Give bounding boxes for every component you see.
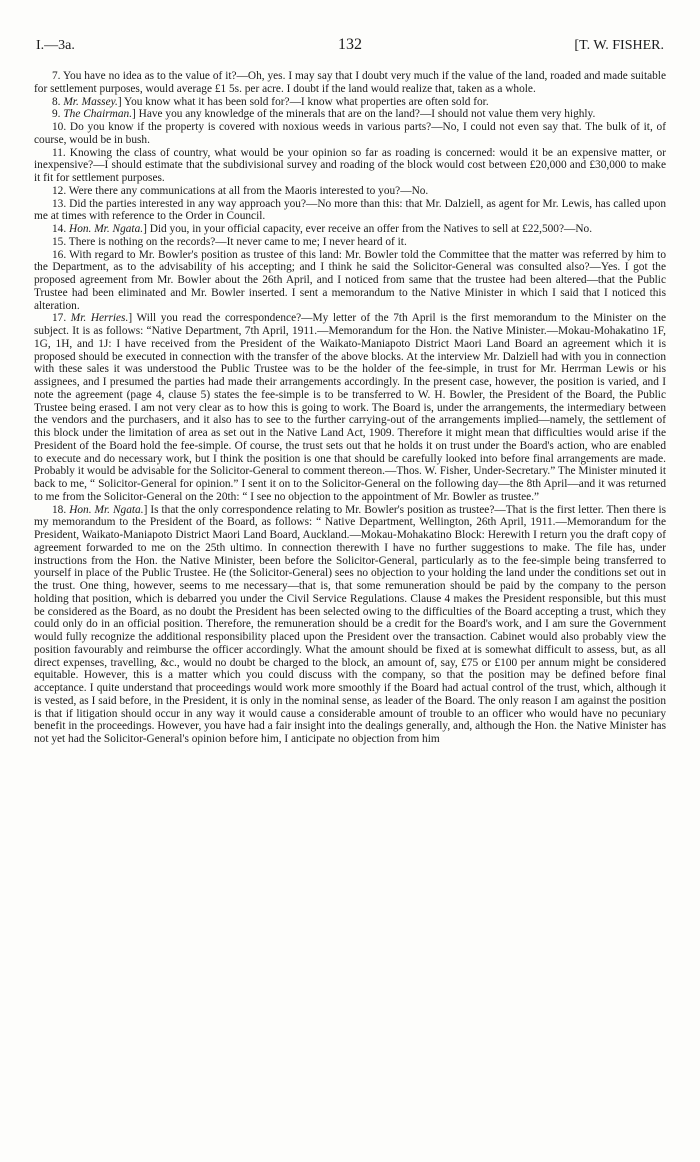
paragraph: 10. Do you know if the property is covered with noxious weeds in various parts?—No, I could not even say that. The bulk of it, of course, would be in bush. [34,121,666,146]
parliamentary-paper-ref: I.—3a. [36,38,75,53]
paragraph: 16. With regard to Mr. Bowler's position as trustee of this land: Mr. Bowler told the Committee that the matter was referred by him to the Department, as to the advisability of his accepting; and I think he said the Solicitor-General was consulted also?—Yes. I got the proposed agreement from Mr. Bowler about the 26th April, and I noticed from same that the trustee had been altered—that the Public Trustee had been eliminated and Mr. Bowler inserted. I sent a memorandum to the Native Minister in which I said that I noticed this alteration. [34,248,666,312]
speaker-name: Hon. Mr. Ngata. [69,503,144,516]
speaker-name: Mr. Massey. [63,95,118,108]
paragraph: 15. There is nothing on the records?—It never came to me; I never heard of it. [52,235,407,248]
page-number: 132 [338,36,362,53]
speaker-name: Mr. Herries. [70,312,129,325]
speaker-name: The Chairman. [63,108,133,121]
paragraph: 13. Did the parties interested in any way approach you?—No more than this: that Mr. Dalziell, as agent for Mr. Lewis, has called upon me at times with reference to the Order in Council. [34,197,666,223]
paragraph: 12. Were there any communications at all from the Maoris interested to you?—No. [52,184,429,197]
page-header [34,30,666,60]
paragraph: 14. Hon. Mr. Ngata.] Did you, in your official capacity, ever receive an offer from the Natives to sell at £22,500?—No. [52,223,593,235]
speaker-name: Hon. Mr. Ngata. [69,223,144,235]
paragraph: 11. Knowing the class of country, what would be your opinion so far as roading is concerned: would it be an expensive matter, or inexpensive?—I should estimate that the subdivisional survey and roading of the block would cost between £20,000 and £30,000 to make it fit for settlement purposes. [34,146,666,184]
paragraph: 17. Mr. Herries.] Will you read the correspondence?—My letter of the 7th April is the first memorandum to the Minister on the subject. It is as follows: “Native Department, 7th April, 1911.—Memorandum for the Hon. the Native Minister.—Mokau-Mohakatino 1F, 1G, 1H, and 1J: I have received from the President of the Waikato-Maniapoto District Maori Land Board an agreement which it is proposed should be executed in connection with the transfer of the above blocks. At the interview Mr. Dalziell had with you in connection with these sales it was understood the Public Trustee was to be the holder of the fee-simple, in trust for Mr. Herrman Lewis or his assignees, and I presumed the parties had made their arrangements accordingly. In the present case, however, the position is varied, and I note the agreement (page 4, clause 5) states the fee-simple is to be transferred to W. H. Bowler, the President of the Board, the Public Trustee being erased. I am not very clear as to how this is going to work. The Board is, under the arrangements, the intermediary between the vendors and the purchasers, and it also has to see to the further carrying-out of the arrangements implied—namely, the settlement of this block under the limitation of area as set out in the Native Land Act, 1909. Therefore it might mean that difficulties would arise if the President of the Board hold the fee-simple. Of course, the trust sets out that he holds it on trust under the Board's action, who are enabled to execute and do necessary work, but I think the position is one that should be carefully looked into before final arrangements are made. Probably it would be advisable for the Solicitor-General to comment thereon.—Thos. W. Fisher, Under-Secretary.” The Minister minuted it back to me, “ Solicitor-General for opinion.” I sent it on to the Solicitor-General on the following day—the 8th April—and it was returned to me from the Solicitor-General on the 20th: “ I see no objection to the appointment of Mr. Bowler as trustee.” [34,312,666,503]
paragraph: 9. The Chairman.] Have you any knowledge of the minerals that are on the land?—I should not value them very highly. [52,108,596,121]
witness-name: [T. W. FISHER. [574,38,664,53]
paragraph: 8. Mr. Massey.] You know what it has been sold for?—I know what properties are often sold for. [52,95,489,108]
page-body [34,70,666,746]
paragraph: 18. Hon. Mr. Ngata.] Is that the only correspondence relating to Mr. Bowler's position as trustee?—That is the first letter. Then there is my memorandum to the President of the Board, as follows: “ Native Department, Wellington, 26th April, 1911.—Memorandum for the President, Waikato-Maniapoto District Maori Land Board, Auckland.—Mokau-Mohakatino Block: Herewith I return you the draft copy of agreement forwarded to me on the 25th ultimo. In connection therewith I have no further suggestions to make. The file has, under instructions from the Hon. the Native Minister, been before the Solicitor-General, particularly as to the fee-simple being transferred to yourself in place of the Public Trustee. He (the Solicitor-General) sees no objection to your holding the land under the conditions set out in the trust. One thing, however, seems to me necessary—that is, that some remuneration should be paid by the company to the person holding that position, which is debarred you under the Civil Service Regulations. Clause 4 makes the President responsible, but this must be considered as the Board, as no doubt the President has been selected owing to the difficulties of the Board accepting a trust, which they could only do in an official position. Therefore, the remuneration should be a credit for the Board's work, and I am sure the Government would fully recognize the additional responsibility placed upon the President over the transaction. Cabinet would also probably view the position favourably and reimburse the officer accordingly. What the amount should be fixed at is somewhat difficult to assess, but, as all direct expenses, travelling, &c., would no doubt be charged to the block, an amount of, say, £75 or £100 per annum might be considered equitable. However, this is a matter which you could discuss with the company, so that the position may be defined before final acceptance. I quite understand that proceedings would work more smoothly if the Board had actual control of the trust, which, although it is vested, as I said before, in the President, it is only in the nominal sense, as leader of the Board. The only reason I am against the position is that if litigation should occur in any way it would cause a considerable amount of trouble to an officer who would have no pecuniary benefit in the proceedings. However, you have had a fair insight into the dealings generally, and, although the Hon. the Native Minister has not yet had the Solicitor-General's opinion before him, I anticipate no objection from him [34,503,667,745]
paragraph: 7. You have no idea as to the value of it?—Oh, yes. I may say that I doubt very much if the value of the land, roaded and made suitable for settlement purposes, would average £1 5s. per acre. I doubt if the land would realize that, taken as a whole. [34,70,666,95]
